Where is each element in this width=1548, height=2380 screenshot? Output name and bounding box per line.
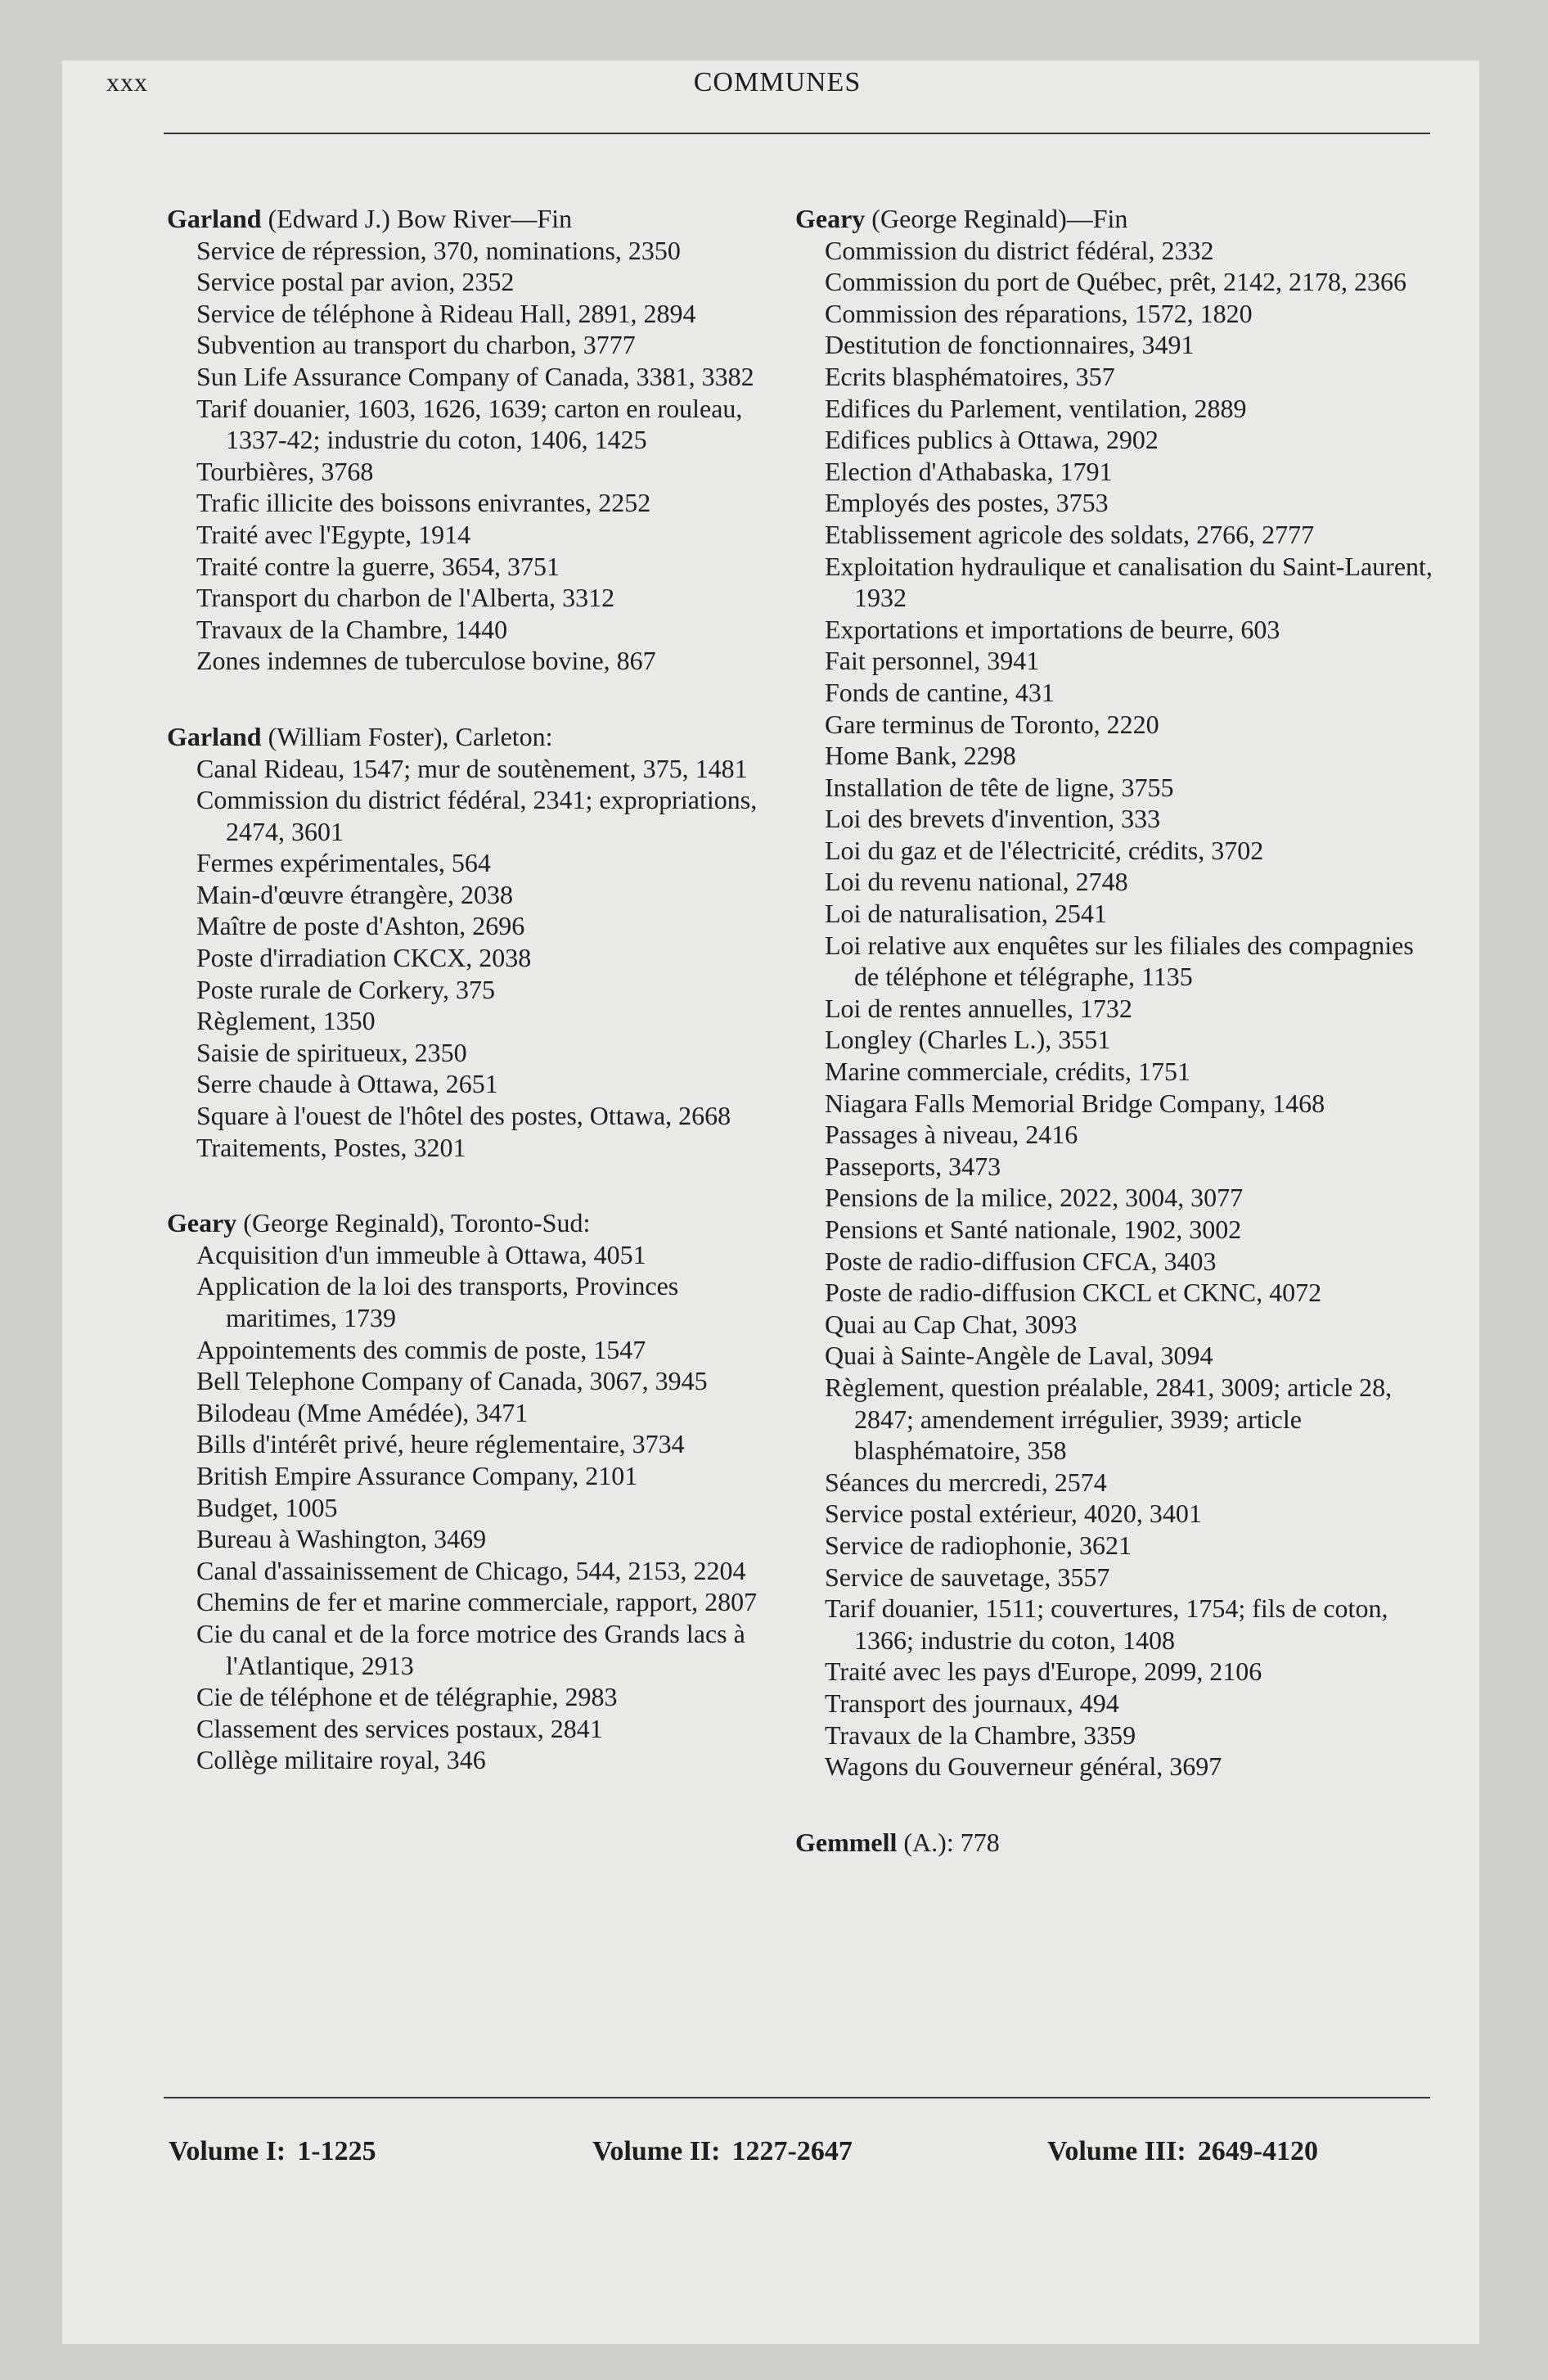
index-entry: Service de sauvetage, 3557 <box>825 1562 1110 1592</box>
index-entry: Edifices du Parlement, ventilation, 2889 <box>825 393 1247 423</box>
index-entry: Loi du revenu national, 2748 <box>825 867 1128 897</box>
page-header <box>106 67 1415 116</box>
index-entry: Passeports, 3473 <box>825 1151 1001 1181</box>
index-entry: Transport des journaux, 494 <box>825 1688 1119 1718</box>
index-entry: Main-d'œuvre étrangère, 2038 <box>196 879 513 909</box>
right-column <box>795 203 1433 1858</box>
index-entry: Travaux de la Chambre, 3359 <box>825 1720 1136 1750</box>
index-entry: Pensions de la milice, 2022, 3004, 3077 <box>825 1183 1244 1213</box>
index-entry: Traité avec l'Egypte, 1914 <box>196 519 471 549</box>
index-entry: Exportations et importations de beurre, 603 <box>825 614 1280 644</box>
index-entry: Poste de radio-diffusion CFCA, 3403 <box>825 1246 1217 1276</box>
volume-label: Volume II: <box>592 2136 721 2166</box>
index-entry: Traitements, Postes, 3201 <box>196 1132 466 1162</box>
index-entry: Election d'Athabaska, 1791 <box>825 456 1113 486</box>
volume-range <box>1047 2136 1318 2167</box>
index-entry: Quai à Sainte-Angèle de Laval, 3094 <box>825 1341 1213 1371</box>
index-entry: Zones indemnes de tuberculose bovine, 867 <box>196 646 656 676</box>
index-entry: Longley (Charles L.), 3551 <box>825 1025 1111 1055</box>
index-entry: Maître de poste d'Ashton, 2696 <box>196 911 525 941</box>
member-detail: (George Reginald), Toronto-Sud: <box>243 1208 591 1238</box>
index-entry: Canal d'assainissement de Chicago, 544, 2153, 2204 <box>196 1555 746 1585</box>
member-detail: (A.): 778 <box>903 1827 1000 1857</box>
index-entry: Service de radiophonie, 3621 <box>825 1530 1132 1560</box>
index-entry: Traité contre la guerre, 3654, 3751 <box>196 551 560 581</box>
index-entry: Sun Life Assurance Company of Canada, 3381, 3382 <box>196 361 754 391</box>
page-folio: xxx <box>106 67 148 97</box>
index-entry: Serre chaude à Ottawa, 2651 <box>196 1069 498 1099</box>
index-entry: Quai au Cap Chat, 3093 <box>825 1309 1078 1339</box>
index-entry: Trafic illicite des boissons enivrantes, 2252 <box>196 488 651 518</box>
index-entry: Service de téléphone à Rideau Hall, 2891, 2894 <box>196 298 696 328</box>
index-entry: Tarif douanier, 1511; couvertures, 1754; fils de coton, 1366; industrie du coton, 1408 <box>825 1593 1388 1655</box>
index-entry: Gare terminus de Toronto, 2220 <box>825 709 1159 739</box>
header-rule <box>164 133 1430 134</box>
index-entry: Bureau à Washington, 3469 <box>196 1524 487 1554</box>
left-column <box>167 203 781 1776</box>
volume-pages: 1227-2647 <box>731 2136 853 2166</box>
volume-pages: 1-1225 <box>297 2136 376 2166</box>
index-entry: Bilodeau (Mme Amédée), 3471 <box>196 1397 529 1427</box>
index-entry: Fonds de cantine, 431 <box>825 677 1055 707</box>
member-detail: (Edward J.) Bow River—Fin <box>268 204 573 233</box>
member-name: Garland <box>167 204 262 233</box>
index-entry: Règlement, 1350 <box>196 1006 376 1036</box>
index-entry: Edifices publics à Ottawa, 2902 <box>825 425 1159 455</box>
volume-footer <box>0 2136 1548 2177</box>
index-entry: Saisie de spiritueux, 2350 <box>196 1037 467 1067</box>
index-entry: Subvention au transport du charbon, 3777 <box>196 330 636 360</box>
index-entry: Square à l'ouest de l'hôtel des postes, Ottawa, 2668 <box>196 1101 731 1131</box>
index-entry: Service postal par avion, 2352 <box>196 267 515 297</box>
index-entry: Traité avec les pays d'Europe, 2099, 2106 <box>825 1657 1262 1687</box>
index-entry: Tourbières, 3768 <box>196 456 374 486</box>
member-heading <box>167 1207 781 1239</box>
member-detail: (William Foster), Carleton: <box>268 721 553 751</box>
index-entry: Pensions et Santé nationale, 1902, 3002 <box>825 1215 1242 1244</box>
index-entry: Séances du mercredi, 2574 <box>825 1467 1107 1497</box>
page-title: COMMUNES <box>693 67 862 97</box>
index-entry: Canal Rideau, 1547; mur de soutènement, 375, 1481 <box>196 753 748 783</box>
member-heading <box>795 1827 1433 1859</box>
index-entry: Poste rurale de Corkery, 375 <box>196 974 495 1004</box>
index-entry: Loi de naturalisation, 2541 <box>825 899 1107 929</box>
member-name: Geary <box>167 1208 237 1238</box>
index-entry: Cie du canal et de la force motrice des Grands lacs à l'Atlantique, 2913 <box>196 1618 745 1680</box>
member-name: Geary <box>795 204 866 233</box>
index-entry: Bell Telephone Company of Canada, 3067, 3945 <box>196 1366 708 1396</box>
index-entry: Loi relative aux enquêtes sur les filiales des compagnies de téléphone et télégraphe, 1135 <box>825 930 1414 992</box>
member-heading <box>167 203 781 235</box>
footer-rule <box>164 2097 1430 2098</box>
volume-label: Volume I: <box>169 2136 286 2166</box>
index-entry: Acquisition d'un immeuble à Ottawa, 4051 <box>196 1239 646 1269</box>
member-name: Gemmell <box>795 1827 898 1857</box>
index-entry: Service de répression, 370, nominations, 2350 <box>196 235 681 265</box>
index-entry: Bills d'intérêt privé, heure réglementaire, 3734 <box>196 1429 685 1459</box>
member-heading <box>167 721 781 753</box>
group-spacer <box>795 1783 1433 1827</box>
index-entry: Loi de rentes annuelles, 1732 <box>825 993 1132 1023</box>
index-entry: Wagons du Gouverneur général, 3697 <box>825 1751 1222 1782</box>
index-entry: Collège militaire royal, 346 <box>196 1745 486 1775</box>
volume-label: Volume III: <box>1047 2136 1186 2166</box>
index-entry: Tarif douanier, 1603, 1626, 1639; carton en rouleau, 1337-42; industrie du coton, 1406, 1425 <box>196 393 743 455</box>
index-entry: Travaux de la Chambre, 1440 <box>196 614 508 644</box>
index-entry: Commission du district fédéral, 2332 <box>825 235 1214 265</box>
index-entry: Commission des réparations, 1572, 1820 <box>825 298 1253 328</box>
index-entry: Poste de radio-diffusion CKCL et CKNC, 4072 <box>825 1278 1322 1308</box>
index-entry: Marine commerciale, crédits, 1751 <box>825 1057 1190 1087</box>
member-heading <box>795 203 1433 235</box>
index-entry: Cie de téléphone et de télégraphie, 2983 <box>196 1682 618 1712</box>
index-entry: Service postal extérieur, 4020, 3401 <box>825 1499 1202 1529</box>
index-entry: British Empire Assurance Company, 2101 <box>196 1460 638 1490</box>
index-entry: Etablissement agricole des soldats, 2766, 2777 <box>825 519 1315 549</box>
group-spacer <box>167 677 781 721</box>
index-entry: Niagara Falls Memorial Bridge Company, 1468 <box>825 1088 1325 1118</box>
index-entry: Employés des postes, 3753 <box>825 488 1109 518</box>
index-entry: Commission du port de Québec, prêt, 2142, 2178, 2366 <box>825 267 1407 297</box>
index-entry: Ecrits blasphématoires, 357 <box>825 361 1115 391</box>
index-entry: Application de la loi des transports, Provinces maritimes, 1739 <box>196 1271 679 1332</box>
index-entry: Transport du charbon de l'Alberta, 3312 <box>196 583 615 613</box>
index-entry: Règlement, question préalable, 2841, 3009; article 28, 2847; amendement irrégulier, 3939; article blasphématoire, 358 <box>825 1372 1393 1466</box>
member-detail: (George Reginald)—Fin <box>871 204 1128 233</box>
volume-range <box>592 2136 853 2167</box>
index-entry: Classement des services postaux, 2841 <box>196 1713 603 1743</box>
index-entry: Commission du district fédéral, 2341; expropriations, 2474, 3601 <box>196 785 758 846</box>
index-entry: Chemins de fer et marine commerciale, rapport, 2807 <box>196 1587 758 1617</box>
index-entry: Exploitation hydraulique et canalisation du Saint-Laurent, 1932 <box>825 551 1433 613</box>
member-name: Garland <box>167 721 262 751</box>
index-entry: Fermes expérimentales, 564 <box>196 848 491 878</box>
index-entry: Poste d'irradiation CKCX, 2038 <box>196 943 532 973</box>
index-entry: Loi des brevets d'invention, 333 <box>825 804 1161 834</box>
index-entry: Fait personnel, 3941 <box>825 646 1040 676</box>
group-spacer <box>167 1163 781 1207</box>
index-entry: Destitution de fonctionnaires, 3491 <box>825 330 1195 360</box>
volume-range <box>169 2136 376 2167</box>
index-entry: Home Bank, 2298 <box>825 741 1016 771</box>
index-entry: Budget, 1005 <box>196 1492 338 1522</box>
index-entry: Installation de tête de ligne, 3755 <box>825 772 1174 802</box>
index-entry: Appointements des commis de poste, 1547 <box>196 1334 646 1364</box>
volume-pages: 2649-4120 <box>1197 2136 1319 2166</box>
index-entry: Loi du gaz et de l'électricité, crédits, 3702 <box>825 835 1264 865</box>
index-entry: Passages à niveau, 2416 <box>825 1120 1078 1150</box>
